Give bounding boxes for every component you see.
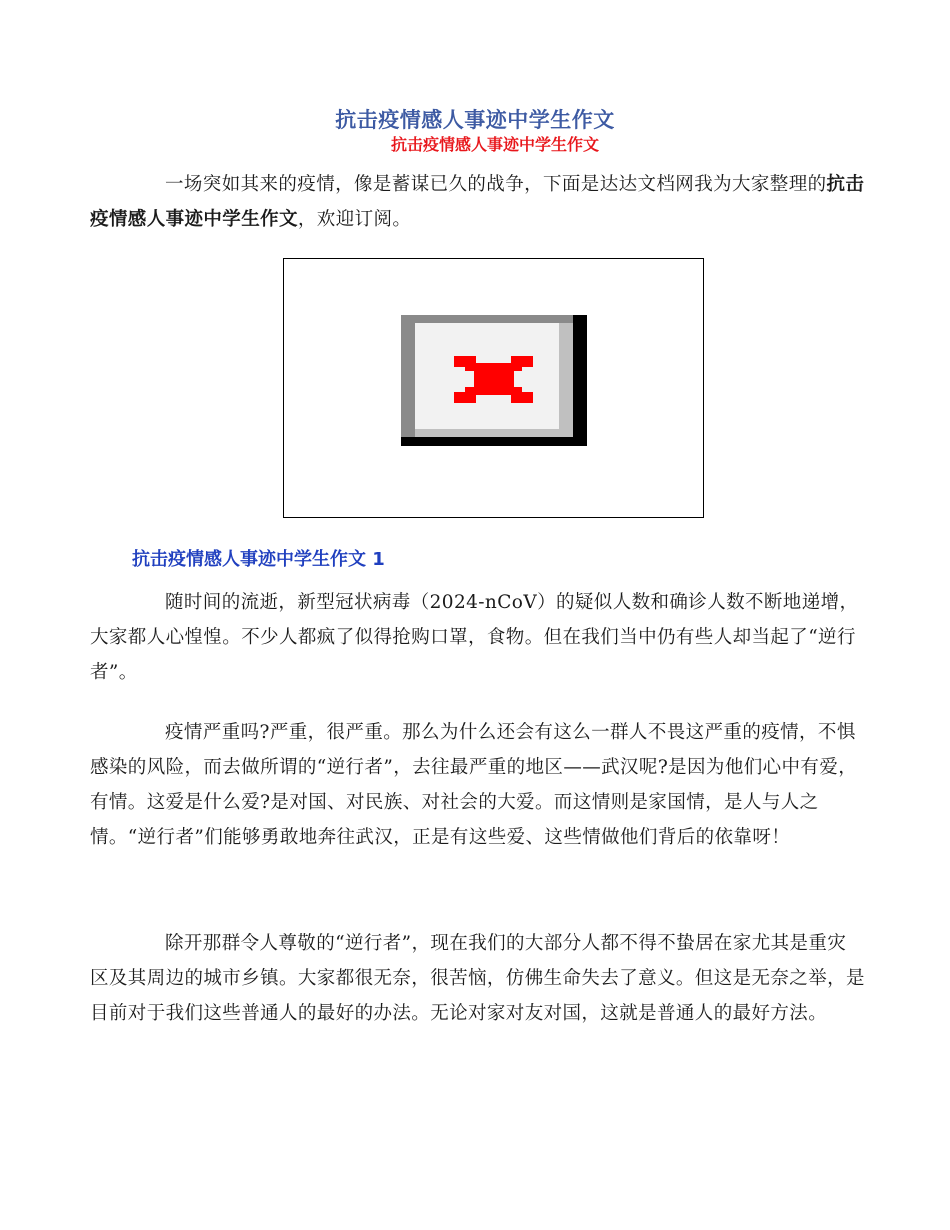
intro-text-after: ，欢迎订阅。 bbox=[297, 209, 412, 230]
document-title: 抗击疫情感人事迹中学生作文 bbox=[335, 107, 615, 132]
body-paragraph-2: 疫情严重吗?严重，很严重。那么为什么还会有这么一群人不畏这严重的疫情，不惧感染的风险，而去做所谓的“逆行者”，去往最严重的地区——武汉呢?是因为他们心中有爱，有情。这爱是什么爱?是对国、对民族、对社会的大爱。而这情则是家国情，是人与人之情。“逆行者”们能够勇敢地奔往武汉，正是有这些爱、这些情做他们背后的依靠呀！ bbox=[90, 722, 858, 848]
intro-paragraph bbox=[90, 167, 865, 237]
intro-bold-title: 抗击疫情感人事迹中学生作文 bbox=[90, 174, 865, 230]
body-paragraph-1: 随时间的流逝，新型冠状病毒（2024-nCoV）的疑似人数和确诊人数不断地递增，大家都人心惶惶。不少人都疯了似得抢购口罩，食物。但在我们当中仍有些人却当起了“逆行者”。 bbox=[90, 592, 859, 683]
body-paragraph-3: 除开那群令人尊敬的“逆行者”，现在我们的大部分人都不得不蛰居在家尤其是重灾区及其周边的城市乡镇。大家都很无奈，很苦恼，仿佛生命失去了意义。但这是无奈之举，是目前对于我们这些普通人的最好的办法。无论对家对友对国，这就是普通人的最好方法。 bbox=[90, 933, 865, 1024]
broken-image-icon bbox=[401, 315, 587, 446]
intro-text-before: 一场突如其来的疫情，像是蓄谋已久的战争，下面是达达文档网我为大家整理的 bbox=[165, 174, 827, 195]
section-heading: 抗击疫情感人事迹中学生作文 1 bbox=[132, 549, 385, 570]
document-subtitle: 抗击疫情感人事迹中学生作文 bbox=[390, 135, 599, 154]
image-frame bbox=[283, 258, 704, 518]
